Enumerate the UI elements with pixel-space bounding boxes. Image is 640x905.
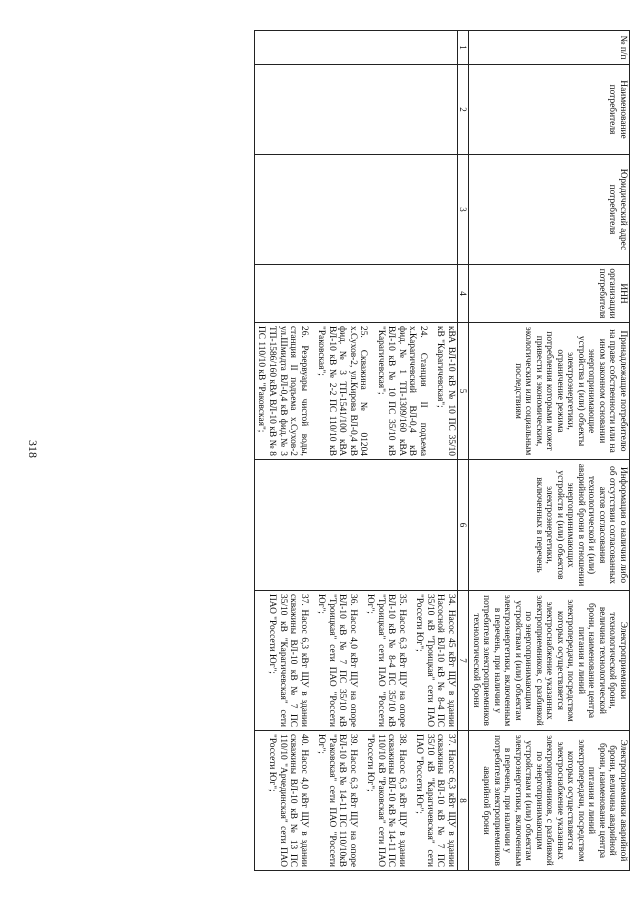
list-item: 36. Насос 4,0 кВт ЩУ на опоре ВЛ-10 кВ № 7 ПС 35/10 кВ "Троицкая" сети ПАО "Россети Юг";	[316, 594, 358, 727]
list-item: 37. Насос 6,3 кВт ЩУ в здании скважины ВЛ-10 кВ № 7 ПС 35/10 кВ "Карагичевская" сети ПАО "Россети Юг";	[414, 734, 456, 867]
header-col-2: Наименование потребителя	[469, 65, 630, 155]
column-number: 1	[457, 31, 468, 65]
cell-inn	[254, 265, 457, 323]
list-item: 26. Резервуары чистой воды, станция II подъема х.Сухов-2 ул.Шмидта ВЛ-0,4 кВ фид.№ 3 ТП-1586/160 кВА ВЛ-10 кВ № 8 ПС 110/10 кВ "Раковская";	[256, 326, 309, 456]
header-col-6: Информация о наличии либо об отсутствии согласованных актов согласования технологической и (или) аварийной брони в отношении энергопринимающих устройств и (или) объектов электроэнергетики, включенных в перечень	[469, 460, 630, 591]
header-col-1: № п/п	[469, 31, 630, 65]
cell-emergency-reserve	[254, 731, 457, 871]
cell-acts-info	[254, 460, 457, 591]
column-number: 4	[457, 265, 468, 323]
header-col-7: Электроприемники технологической брони, величина технологической брони, наименование центра питания и линий электропередачи, посредством которых осуществляется электроснабжение указанных электроприемников, с разбивкой по энергопринимающим устройствам и (или) объектам электроэнергетики, включенным в перечень, при наличии у потребителя электроприемников технологической брони	[469, 591, 630, 731]
header-row	[469, 31, 630, 871]
column-number: 8	[457, 731, 468, 871]
header-col-4: ИНН организации потребителя	[469, 265, 630, 323]
cell-consumer-name	[254, 65, 457, 155]
list-item: 37. Насос 6,3 кВт ЩУ в здании скважины ВЛ-10 кВ № 7 ПС 35/10 кВ "Карагичевская" сети ПАО "Россети Юг";	[266, 594, 309, 727]
consumers-table	[254, 30, 630, 871]
header-col-5: Принадлежащие потребителю на праве собственности или на ином законном основании энергопринимающие устройства и (или) объекты электроэнергетики, ограничение режима потребления которыми может привести к экономическим, экологическим или социальным последствиям	[469, 323, 630, 460]
list-item: 34. Насос 45 кВт ЩУ в здании Насосной ВЛ-10 кВ № 8-4 ПС 35/10 кВ "Троицкая" сети ПАО "Россети Юг";	[414, 594, 456, 727]
column-number: 3	[457, 155, 468, 265]
page-number: 318	[26, 440, 40, 458]
column-number: 5	[457, 323, 468, 460]
list-item: кВА ВЛ-10 кВ № 10 ПС 35/10 кВ "Карагичевская";	[435, 326, 456, 456]
column-number: 7	[457, 591, 468, 731]
cell-equipment	[254, 323, 457, 460]
rotated-page	[50, 30, 630, 870]
list-item: 35. Насос 6,3 кВт ЩУ на опоре ВЛ-10 кВ № 8-4 ПС 35/10 кВ "Троицкая" сети ПАО "Россети Юг";	[365, 594, 407, 727]
list-item: 24. Станция II подъема х.Карагичевский ВЛ-0,4 кВ фид.№ 1 ТП-1309/160 кВА ВЛ-10 кВ № 10 ПС 35/10 кВ "Карагичевская";	[375, 326, 428, 456]
column-number: 2	[457, 65, 468, 155]
column-number-row	[457, 31, 468, 871]
list-item: 38. Насос 6,3 кВт ЩУ в здании скважины ВЛ-10 кВ № 14-11 ПС 110/10 кВ "Раковская" сети ПАО "Россети Юг";	[365, 734, 407, 867]
header-col-8: Электроприемники аварийной брони, величина аварийной брони, наименование центра питания и линий электропередачи, посредством которых осуществляется электроснабжение указанных электроприемников, с разбивкой по энергопринимающим устройствам и (или) объектам электроэнергетики, включенным в перечень, при наличии у потребителя электроприемников аварийной брони	[469, 731, 630, 871]
list-item: 40. Насос 4,0 кВт ЩУ в здании скважины ВЛ-10 кВ № 13 ПС 110/10 "Арчединская" сети ПАО "Россети Юг";	[266, 734, 309, 867]
table-row	[254, 31, 457, 871]
cell-legal-address	[254, 155, 457, 265]
column-number: 6	[457, 460, 468, 591]
cell-technological-reserve	[254, 591, 457, 731]
header-col-3: Юридический адрес потребителя	[469, 155, 630, 265]
cell-number	[254, 31, 457, 65]
list-item: 39. Насос 6,3 кВт ЩУ на опоре ВЛ-10 кВ № 14-11 ПС 110/10кВ "Раковская" сети ПАО "Россети Юг";	[316, 734, 358, 867]
list-item: 25. Скважина № 01204 х.Сухов-2, ул.Кирова ВЛ-0,4 кВ фид. № 3 ТП-1541/100 кВА ВЛ-10 кВ № 2-2 ПС 110/10 кВ "Раковская";	[316, 326, 369, 456]
